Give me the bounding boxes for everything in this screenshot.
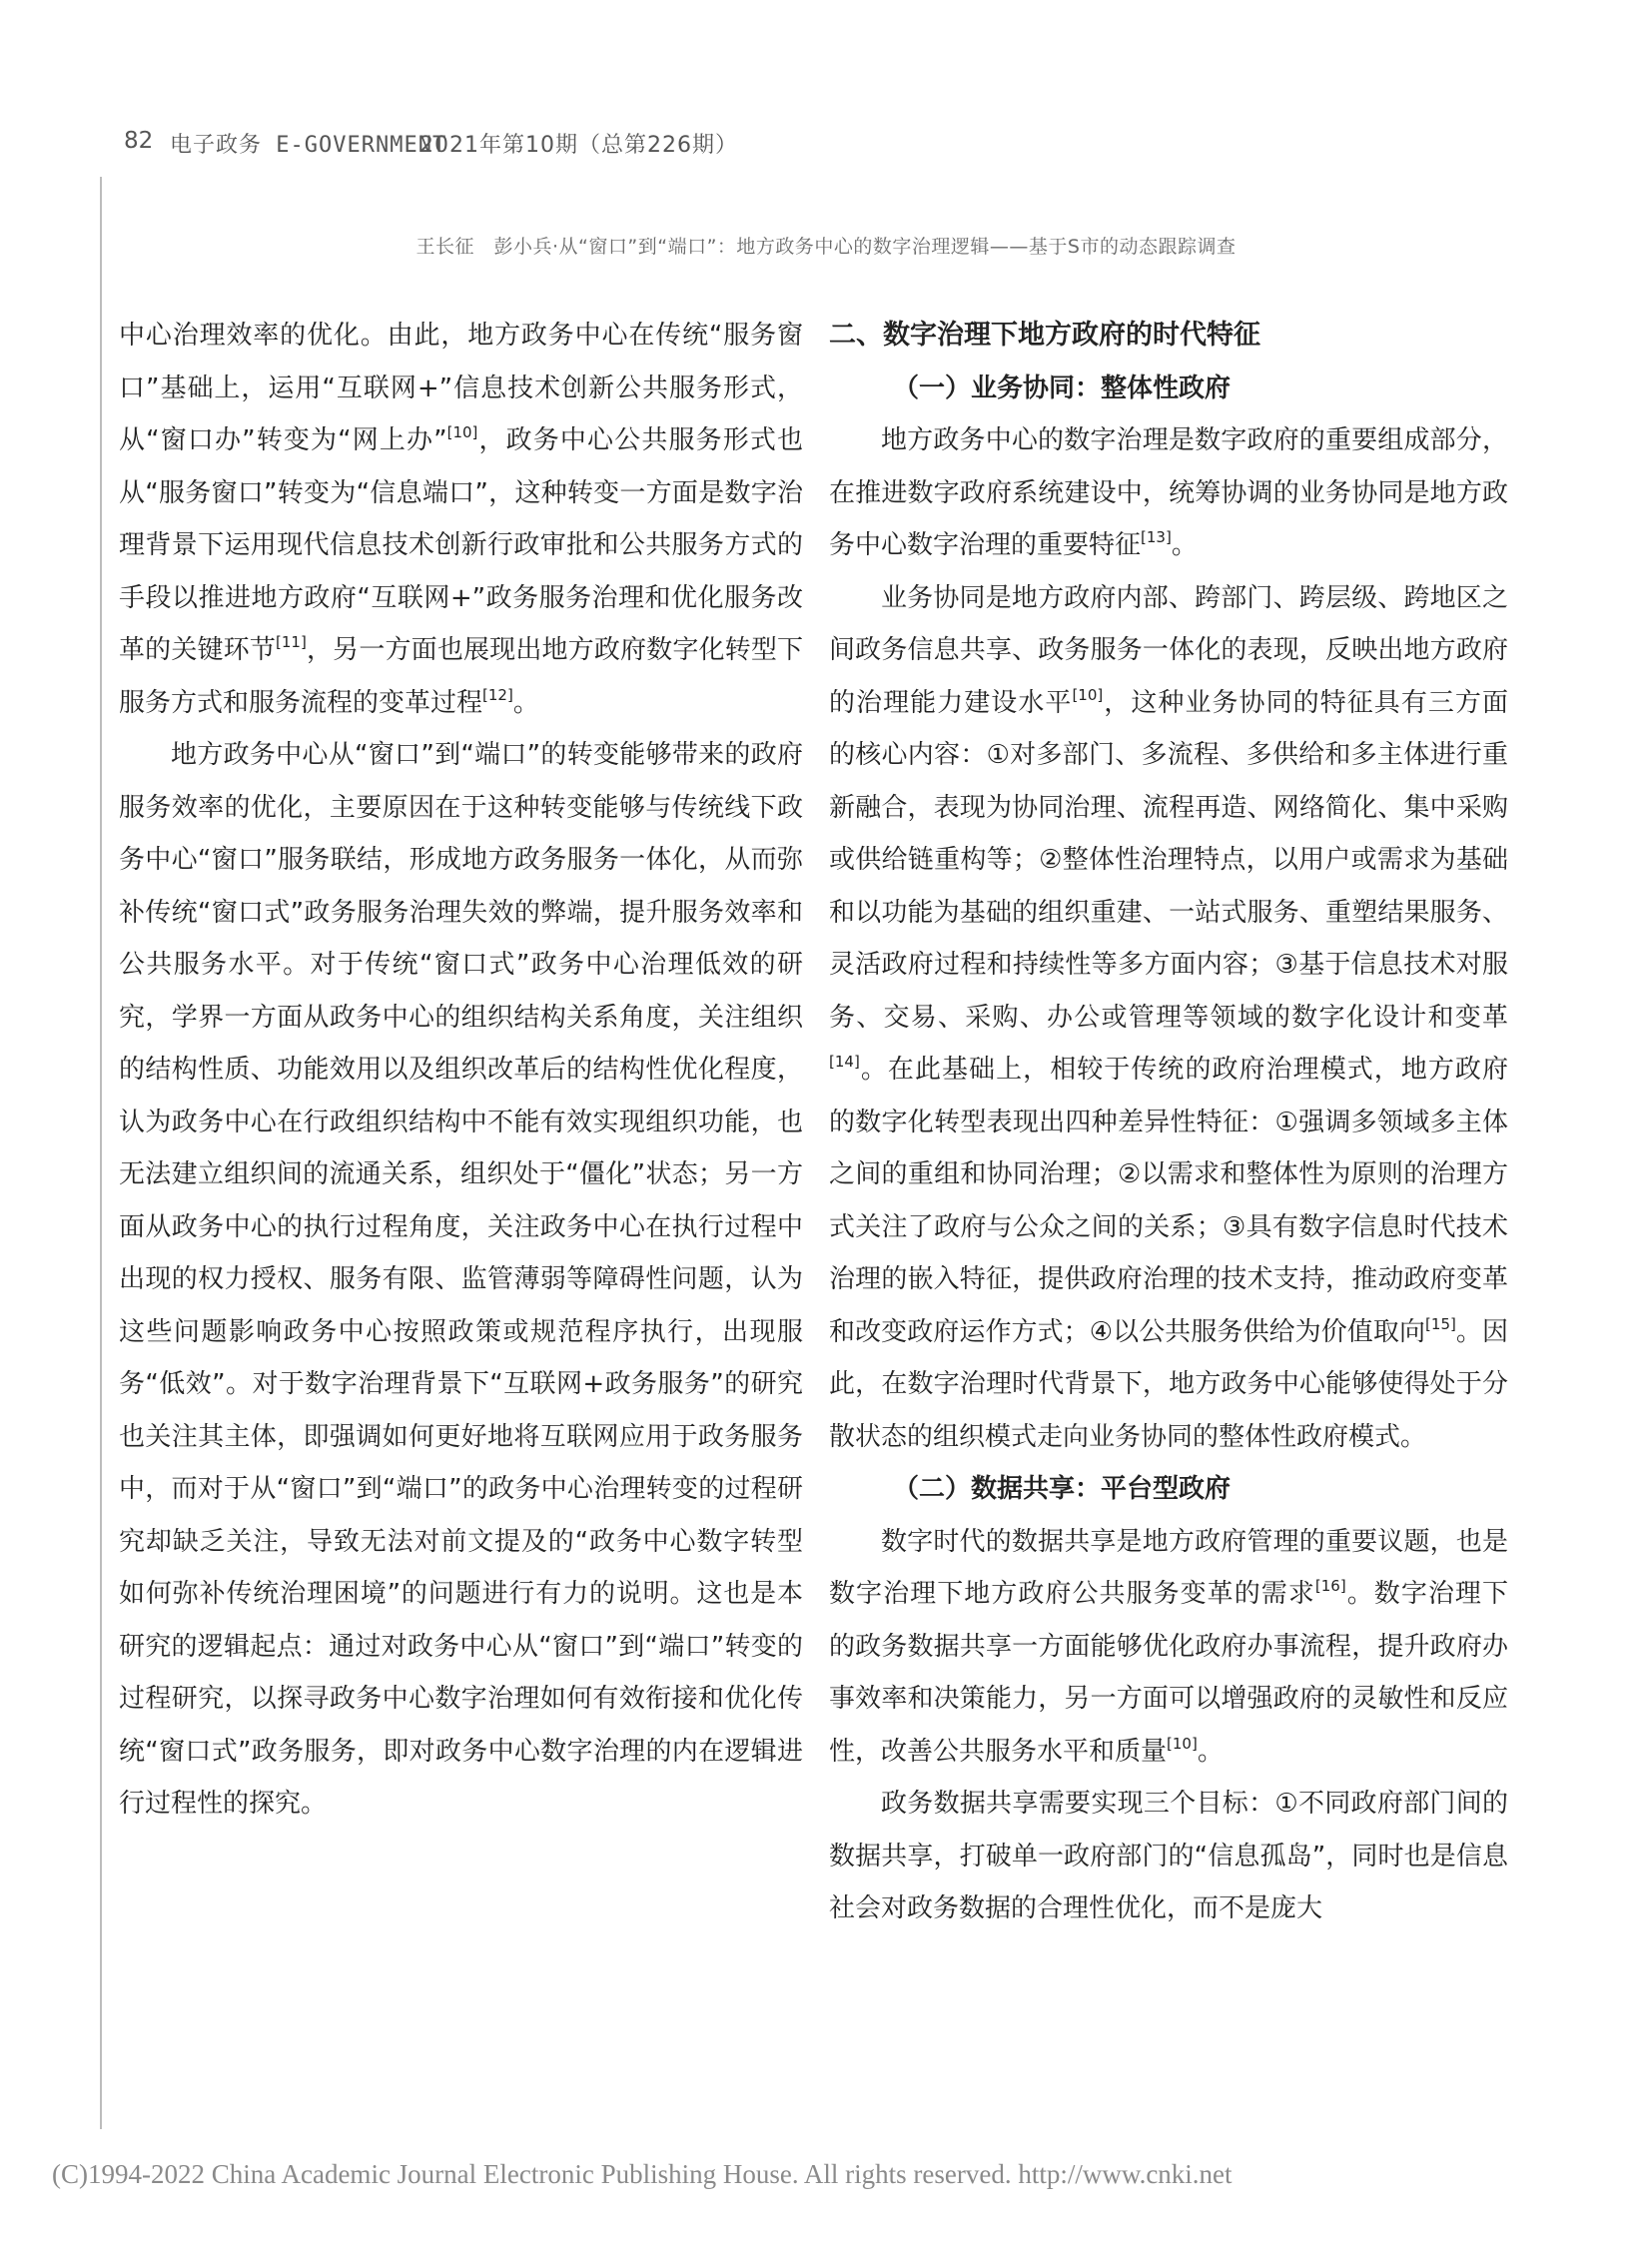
- paragraph-text: 地方政务中心的数字治理是数字政府的重要组成部分，在推进数字政府系统建设中，统筹协调的业务协同是地方政务中心数字治理的重要特征: [829, 425, 1508, 560]
- subsection-heading: （一）业务协同：整体性政府: [893, 373, 1232, 403]
- left-column: [119, 310, 803, 1831]
- citation: [10]: [446, 423, 478, 441]
- paragraph-text: ，另一方面也展现出地方政府数字化转型下服务方式和服务流程的变革过程: [119, 635, 803, 718]
- paragraph: 政务数据共享需要实现三个目标：①不同政府部门间的数据共享，打破单一政府部门的“信息孤岛”，同时也是信息社会对政务数据的合理性优化，而不是庞大: [829, 1789, 1508, 1923]
- copyright-footer: (C)1994-2022 China Academic Journal Electronic Publishing House. All rights reserved. http://www.cnki.net: [52, 2159, 1233, 2189]
- paragraph-text: 。: [512, 687, 539, 718]
- margin-rule: [100, 177, 102, 2129]
- paragraph-text: ，政务中心公共服务形式也从“服务窗口”转变为“信息端口”，这种转变一方面是数字治理背景下运用现代信息技术创新行政审批和公共服务方式的手段以推进地方政府“互联网+”政务服务治理和优化服务改革的关键环节: [119, 425, 803, 665]
- citation: [14]: [829, 1053, 860, 1071]
- paragraph-text: 。数字治理下的政务数据共享一方面能够优化政府办事流程，提升政府办事效率和决策能力，另一方面可以增强政府的灵敏性和反应性，改善公共服务水平和质量: [829, 1579, 1508, 1767]
- paragraph: [829, 1516, 1508, 1779]
- citation: [13]: [1141, 528, 1172, 546]
- paragraph: [829, 414, 1508, 572]
- citation: [15]: [1425, 1314, 1456, 1333]
- paragraph: [119, 310, 803, 729]
- subsection-heading: （二）数据共享：平台型政府: [893, 1474, 1232, 1504]
- paragraph-text: 。: [1171, 530, 1198, 560]
- paragraph-text: 。因此，在数字治理时代背景下，地方政务中心能够使得处于分散状态的组织模式走向业务协同的整体性政府模式。: [829, 1316, 1508, 1452]
- citation: [10]: [1167, 1734, 1198, 1753]
- paragraph-text: 。在此基础上，相较于传统的政府治理模式，地方政府的数字化转型表现出四种差异性特征：①强调多领域多主体之间的重组和协同治理；②以需求和整体性为原则的治理方式关注了政府与公众之间的关系；③具有数字信息时代技术治理的嵌入特征，提供政府治理的技术支持，推动政府变革和改变政府运作方式；④以公共服务供给为价值取向: [829, 1055, 1508, 1347]
- journal-name: 电子政务 E-GOVERNMENT: [170, 133, 447, 158]
- running-title: 王长征 彭小兵·从“窗口”到“端口”：地方政务中心的数字治理逻辑——基于S市的动态跟踪调查: [415, 236, 1237, 258]
- paragraph-text: 业务协同是地方政府内部、跨部门、跨层级、跨地区之间政务信息共享、政务服务一体化的表现，反映出地方政府的治理能力建设水平: [829, 582, 1508, 718]
- citation: [16]: [1314, 1577, 1346, 1595]
- paragraph-text: 数字时代的数据共享是地方政府管理的重要议题，也是数字治理下地方政府公共服务变革的需求: [829, 1526, 1508, 1609]
- citation: [10]: [1072, 685, 1104, 704]
- paragraph-text: ，这种业务协同的特征具有三方面的核心内容：①对多部门、多流程、多供给和多主体进行重新融合，表现为协同治理、流程再造、网络简化、集中采购或供给链重构等；②整体性治理特点，以用户或需求为基础和以功能为基础的组织重建、一站式服务、重塑结果服务、灵活政府过程和持续性等多方面内容；③基于信息技术对服务、交易、采购、办公或管理等领域的数字化设计和变革: [829, 687, 1508, 1033]
- page-number: 82: [124, 128, 154, 154]
- paragraph-text: 中心治理效率的优化。由此，地方政务中心在传统“服务窗口”基础上，运用“互联网+”信息技术创新公共服务形式，从“窗口办”转变为“网上办”: [119, 321, 803, 455]
- right-column: [829, 310, 1508, 1935]
- paragraph: 地方政务中心从“窗口”到“端口”的转变能够带来的政府服务效率的优化，主要原因在于这种转变能够与传统线下政务中心“窗口”服务联结，形成地方政务服务一体化，从而弥补传统“窗口式”政务服务治理失效的弊端，提升服务效率和公共服务水平。对于传统“窗口式”政务中心治理低效的研究，学界一方面从政务中心的组织结构关系角度，关注组织的结构性质、功能效用以及组织改革后的结构性优化程度，认为政务中心在行政组织结构中不能有效实现组织功能，也无法建立组织间的流通关系，组织处于“僵化”状态；另一方面从政务中心的执行过程角度，关注政务中心在执行过程中出现的权力授权、服务有限、监管薄弱等障碍性问题，认为这些问题影响政务中心按照政策或规范程序执行，出现服务“低效”。对于数字治理背景下“互联网+政务服务”的研究也关注其主体，即强调如何更好地将互联网应用于政务服务中，而对于从“窗口”到“端口”的政务中心治理转变的过程研究却缺乏关注，导致无法对前文提及的“政务中心数字转型如何弥补传统治理困境”的问题进行有力的说明。这也是本研究的逻辑起点：通过对政务中心从“窗口”到“端口”转变的过程研究，以探寻政务中心数字治理如何有效衔接和优化传统“窗口式”政务服务，即对政务中心数字治理的内在逻辑进行过程性的探究。: [119, 740, 803, 1819]
- paragraph-text: 。: [1197, 1736, 1224, 1767]
- paragraph: [829, 572, 1508, 1464]
- issue-info: 2021年第10期（总第226期）: [419, 133, 738, 158]
- citation: [12]: [482, 685, 513, 704]
- citation: [11]: [276, 633, 307, 651]
- section-heading: 二、数字治理下地方政府的时代特征: [829, 320, 1260, 351]
